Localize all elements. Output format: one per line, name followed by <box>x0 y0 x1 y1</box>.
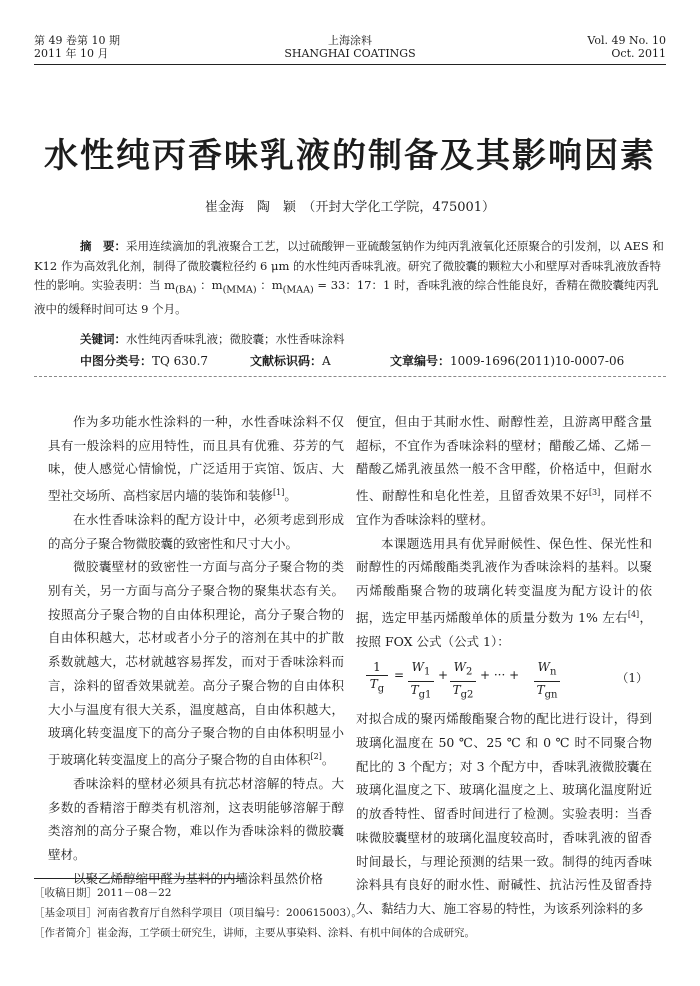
abstract-text-4: = 33：17：1 时，香味乳液的综合性能良好，香精在微胶囊纯丙乳液中的缓释时间可达 9 个月。 <box>34 278 659 316</box>
term2-numerator-sub: 2 <box>465 666 473 678</box>
abstract-label: 摘 要： <box>80 239 126 253</box>
clc-label: 中图分类号： <box>80 354 153 368</box>
issue-date: 2011 年 10 月 <box>34 47 109 60</box>
doc-code-value: A <box>322 354 331 368</box>
date-en: Oct. 2011 <box>611 47 666 60</box>
paragraph: 香味涂料的壁材必须具有抗芯材溶解的特点。大多数的香精溶于醇类有机溶剂，这表明能够溶解于醇类溶剂的高分子聚合物，难以作为香味涂料的微胶囊壁材。 <box>48 775 344 862</box>
body-column-right <box>356 410 652 921</box>
footnote-received: ［收稿日期］2011－08－22 <box>34 887 172 899</box>
paragraph: 微胶囊壁材的致密性一方面与高分子聚合物的类别有关，另一方面与高分子聚合物的聚集状态有关。按照高分子聚合物的自由体积理论，高分子聚合物的自由体积越大，芯材或者小分子的溶剂在其中的扩散系数就越大，芯材就越容易挥发，而对于香味涂料而言，涂料的留香效果就差。高分子聚合物的自由体积大小与温度有很大关系，温度越高，自由体积越大，玻璃化转变温度下的高分子聚合物的自由体积明显小于玻璃化转变温度上的高分子聚合物的自由体积[2]。 <box>48 559 344 768</box>
paragraph-text: 微胶囊壁材的致密性一方面与高分子聚合物的类别有关，另一方面与高分子聚合物的聚集状态有关。按照高分子聚合物的自由体积理论，高分子聚合物的自由体积越大，芯材或者小分子的溶剂在其中的扩散系数就越大，芯材就越容易挥发，而对于香味涂料而言，涂料的留香效果就差。高分子聚合物的自由体积大小与温度有很大关系，温度越高，自由体积越大，玻璃化转变温度下的高分子聚合物的自由体积明显小于玻璃化转变温度上的高分子聚合物的自由体积 <box>48 559 344 768</box>
termn-numerator-sub: n <box>549 666 557 678</box>
term1-numerator-sub: 1 <box>423 666 431 678</box>
paragraph: 在水性香味涂料的配方设计中，必须考虑到形成的高分子聚合物微胶囊的致密性和尺寸大小。 <box>48 511 344 551</box>
term2-denominator-sub: g2 <box>460 689 474 701</box>
author-line: 崔金海 陶 颖 （开封大学化工学院，475001） <box>204 200 496 215</box>
equals-sign: = <box>394 668 405 683</box>
term1-numerator: W <box>411 660 424 675</box>
paragraph: 对拟合成的聚丙烯酸酯聚合物的配比进行设计，得到玻璃化温度在 50 ℃、25 ℃ 和 0 ℃ 时不同聚合物配比的 3 个配方；对 3 个配方中，香味乳液微胶囊在玻璃化温度之下、玻璃化温度之上、玻璃化温度附近的放香特性、留香时间进行了检测。实验表明：当香味微胶囊壁材的玻璃化温度较高时，香味乳液的留香时间最长，与理论预测的结果一致。制得的纯丙香味涂料具有良好的耐水性、耐碱性、抗沾污性及留香持久、黏结力大、施工容易的特性，为该系列涂料的多 <box>356 711 652 916</box>
sub-ba: (BA) <box>175 284 197 296</box>
abstract-divider <box>34 376 666 377</box>
paragraph-text: ，同样不宜作为香味涂料的壁材。 <box>356 488 652 527</box>
citation: [3] <box>588 488 601 498</box>
ellipsis-sum: + ··· + <box>480 668 520 683</box>
paragraph-text: 本课题选用具有优异耐候性、保色性、保光性和耐醇性的丙烯酸酯类乳液作为香味涂料的基料。以聚丙烯酸酯聚合物的玻璃化转变温度为配方设计的依据，选定甲基丙烯酸单体的质量分数为 1% 左右 <box>356 535 652 625</box>
term1-denominator: T <box>410 682 419 697</box>
fraction-lhs <box>366 659 388 697</box>
citation: [4] <box>627 609 640 619</box>
doc-code-label: 文献标识码： <box>250 354 323 368</box>
citation: [1] <box>273 488 285 498</box>
paragraph: 以聚乙烯醇缩甲醛为基料的内墙涂料虽然价格 <box>73 870 324 886</box>
abstract <box>34 237 666 319</box>
sub-maa: (MAA) <box>282 284 314 296</box>
clc-value: TQ 630.7 <box>152 354 209 368</box>
fraction-term-2 <box>450 659 476 703</box>
abstract-text-2: ：m <box>196 278 223 292</box>
abstract-text-1: 采用连续滴加的乳液聚合工艺，以过硫酸钾－亚硫酸氢钠作为纯丙乳液氧化还原聚合的引发剂，以 AES 和 K12 作为高效乳化剂，制得了微胶囊粒径约 6 μm 的水性纯丙香味乳液。研究了微胶囊的颗粒大小和壁厚对香味乳液放香特性的影响。实验表明：当 m <box>34 239 664 292</box>
volume-issue: 第 49 卷第 10 期 <box>34 34 120 47</box>
body-column-left <box>48 410 344 890</box>
fraction-term-1 <box>408 659 434 703</box>
term2-denominator: T <box>452 682 461 697</box>
journal-name-en: SHANGHAI COATINGS <box>284 47 416 60</box>
keywords <box>80 331 345 347</box>
footnote-fund: ［基金项目］河南省教育厅自然科学项目（项目编号：200615003）。 <box>34 907 362 919</box>
term1-denominator-sub: g1 <box>418 689 432 701</box>
paper-title: 水性纯丙香味乳液的制备及其影响因素 <box>44 136 656 176</box>
paragraph-text: ，按照 FOX 公式（公式 1）： <box>356 609 652 649</box>
sub-mma: (MMA) <box>222 284 257 296</box>
classification-line <box>80 352 640 369</box>
footnote-rule <box>34 878 244 879</box>
article-no-value: 1009-1696(2011)10-0007-06 <box>450 354 625 368</box>
lhs-denominator-sub: g <box>377 683 385 695</box>
citation: [2] <box>310 752 322 761</box>
header-rule <box>34 64 666 65</box>
paragraph: 作为多功能水性涂料的一种，水性香味涂料不仅具有一般涂料的应用特性，而且具有优雅、芬芳的气味，使人感觉心情愉悦，广泛适用于宾馆、饭店、大型社交场所、高档家居内墙的装饰和装修[1]。 <box>48 414 344 504</box>
lhs-denominator: T <box>369 677 378 692</box>
article-no-label: 文章编号： <box>390 354 451 368</box>
lhs-numerator: 1 <box>366 659 388 676</box>
termn-denominator: T <box>536 682 545 697</box>
abstract-text-3: ：m <box>256 278 283 292</box>
termn-numerator: W <box>537 660 550 675</box>
journal-name-cn: 上海涂料 <box>328 34 372 47</box>
paragraph-text: 便宜，但由于其耐水性、耐醇性差，且游离甲醛含量超标，不宜作为香味涂料的壁材；醋酸乙烯、乙烯－醋酸乙烯乳液虽然一般不含甲醛，价格适中，但耐水性、耐醇性和皂化性差，且留香效果不好 <box>356 414 652 504</box>
keywords-text: 水性纯丙香味乳液；微胶囊；水性香味涂料 <box>126 332 345 346</box>
journal-volume-en <box>587 34 666 60</box>
paragraph-text: 作为多功能水性涂料的一种，水性香味涂料不仅具有一般涂料的应用特性，而且具有优雅、芬芳的气味，使人感觉心情愉悦，广泛适用于宾馆、饭店、大型社交场所、高档家居内墙的装饰和装修 <box>48 414 344 504</box>
termn-denominator-sub: gn <box>544 689 558 701</box>
equation-number: （1） <box>616 671 648 686</box>
fox-equation <box>356 655 652 703</box>
plus-sign: + <box>438 668 449 683</box>
keywords-label: 关键词： <box>80 332 126 346</box>
fraction-term-n <box>534 659 560 703</box>
volume-en: Vol. 49 No. 10 <box>587 34 666 47</box>
paragraph <box>356 410 652 532</box>
paragraph <box>356 532 652 654</box>
footnote-author: ［作者简介］崔金海，工学硕士研究生，讲师，主要从事染料、涂料、有机中间体的合成研究。 <box>34 927 475 939</box>
term2-numerator: W <box>453 660 466 675</box>
